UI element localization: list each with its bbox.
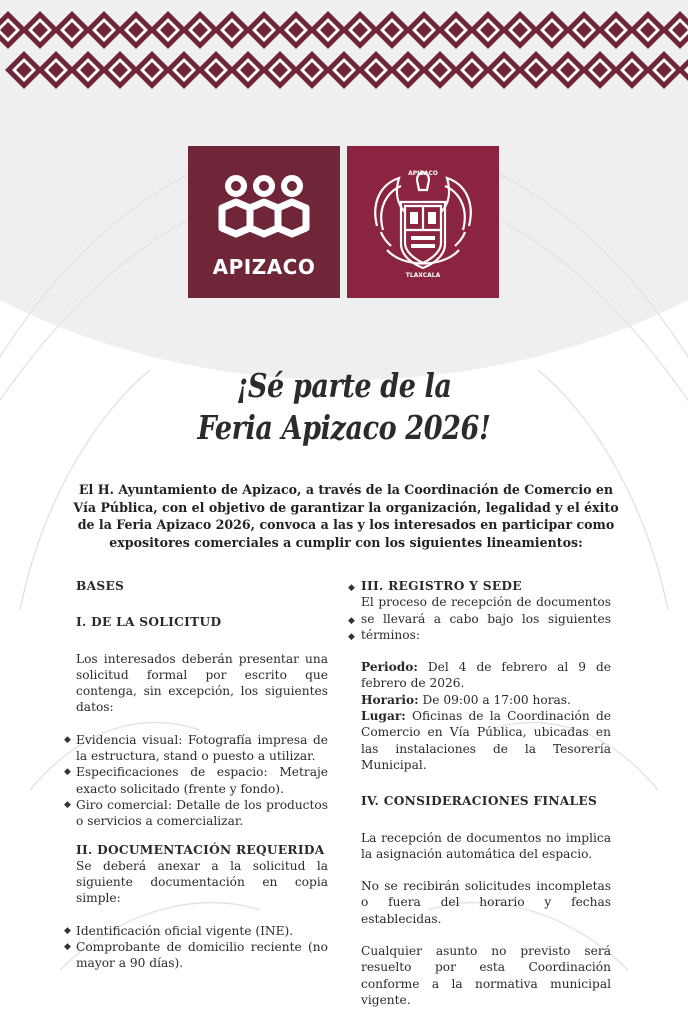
section-1-text: Los interesados deberán presentar una solicitud formal por escrito que contenga, sin excepción, los siguientes datos:	[76, 651, 328, 715]
intro-paragraph: El H. Ayuntamiento de Apizaco, a través de la Coordinación de Comercio en Vía Pública, con el objetivo de garantizar la organización, legalidad y el éxito de la Feria Apizaco 2026, convoca a las y los interesados en participar como expositores comerciales a cumplir con los siguientes lineamientos:	[73, 482, 619, 550]
lugar-label: Lugar:	[361, 709, 406, 724]
section-3-text: El proceso de recepción de documentos se llevará a cabo bajo los siguientes términos:	[361, 595, 611, 642]
right-column	[361, 578, 611, 1008]
bullet-diamond-icon: ◆	[348, 616, 355, 626]
apizaco-logo	[188, 146, 340, 298]
section-4-paragraph-1: La recepción de documentos no implica la asignación automática del espacio.	[361, 830, 611, 861]
section-3-title: III. REGISTRO Y SEDE	[361, 579, 522, 593]
periodo-value: Del 4 de febrero al 9 de febrero de 2026.	[361, 660, 611, 691]
seal-bottom-text: TLAXCALA	[405, 272, 441, 279]
section-1-title: I. DE LA SOLICITUD	[76, 615, 222, 630]
section-4-title: IV. CONSIDERACIONES FINALES	[361, 794, 598, 809]
section-2-title: II. DOCUMENTACIÓN REQUERIDA	[76, 842, 325, 857]
list-item: ◆ Giro comercial: Detalle de los productos o servicios a comercializar.	[76, 797, 328, 830]
bullet-diamond-icon: ◆	[348, 583, 355, 593]
list-item: ◆ Evidencia visual: Fotografía impresa de la estructura, stand o puesto a utilizar.	[76, 732, 328, 765]
bullet-diamond-icon: ◆	[348, 632, 355, 642]
headline-line-2: Feria Apizaco 2026!	[197, 408, 491, 447]
section-4-paragraph-2: No se recibirán solicitudes incompletas o fuera del horario y fechas establecidas.	[361, 879, 611, 926]
horario-line	[361, 692, 611, 708]
diamond-chain-pattern-icon	[0, 0, 688, 90]
apizaco-wordmark: APIZACO	[212, 255, 316, 279]
lugar-value: Oficinas de la Coordinación de Comercio en Vía Pública, ubicadas en las instalaciones de la Tesorería Municipal.	[361, 709, 611, 772]
horario-label: Horario:	[361, 692, 419, 707]
section-4-paragraph-3: Cualquier asunto no previsto será resuelto por esta Coordinación conforme a la normativa municipal vigente.	[361, 944, 611, 1007]
bases-heading: BASES	[76, 579, 125, 593]
headline-line-1: ¡Sé parte de la	[236, 366, 452, 405]
coat-of-arms-icon	[347, 146, 499, 298]
horario-value: De 09:00 a 17:00 horas.	[418, 692, 571, 707]
lugar-line	[361, 708, 611, 773]
apizaco-seal-logo	[347, 146, 499, 298]
section-1-list	[76, 732, 328, 830]
list-item: ◆ Comprobante de domicilio reciente (no mayor a 90 días).	[76, 939, 328, 972]
list-item: ◆ Especificaciones de espacio: Metraje exacto solicitado (frente y fondo).	[76, 764, 328, 797]
periodo-line	[361, 659, 611, 692]
section-2-list	[76, 923, 328, 972]
left-column	[76, 578, 328, 972]
list-item: ◆ Identificación oficial vigente (INE).	[76, 923, 328, 939]
periodo-label: Periodo:	[361, 660, 418, 675]
seal-top-text: APIZACO	[408, 170, 438, 177]
section-2-text: Se deberá anexar a la solicitud la siguiente documentación en copia simple:	[76, 858, 328, 906]
